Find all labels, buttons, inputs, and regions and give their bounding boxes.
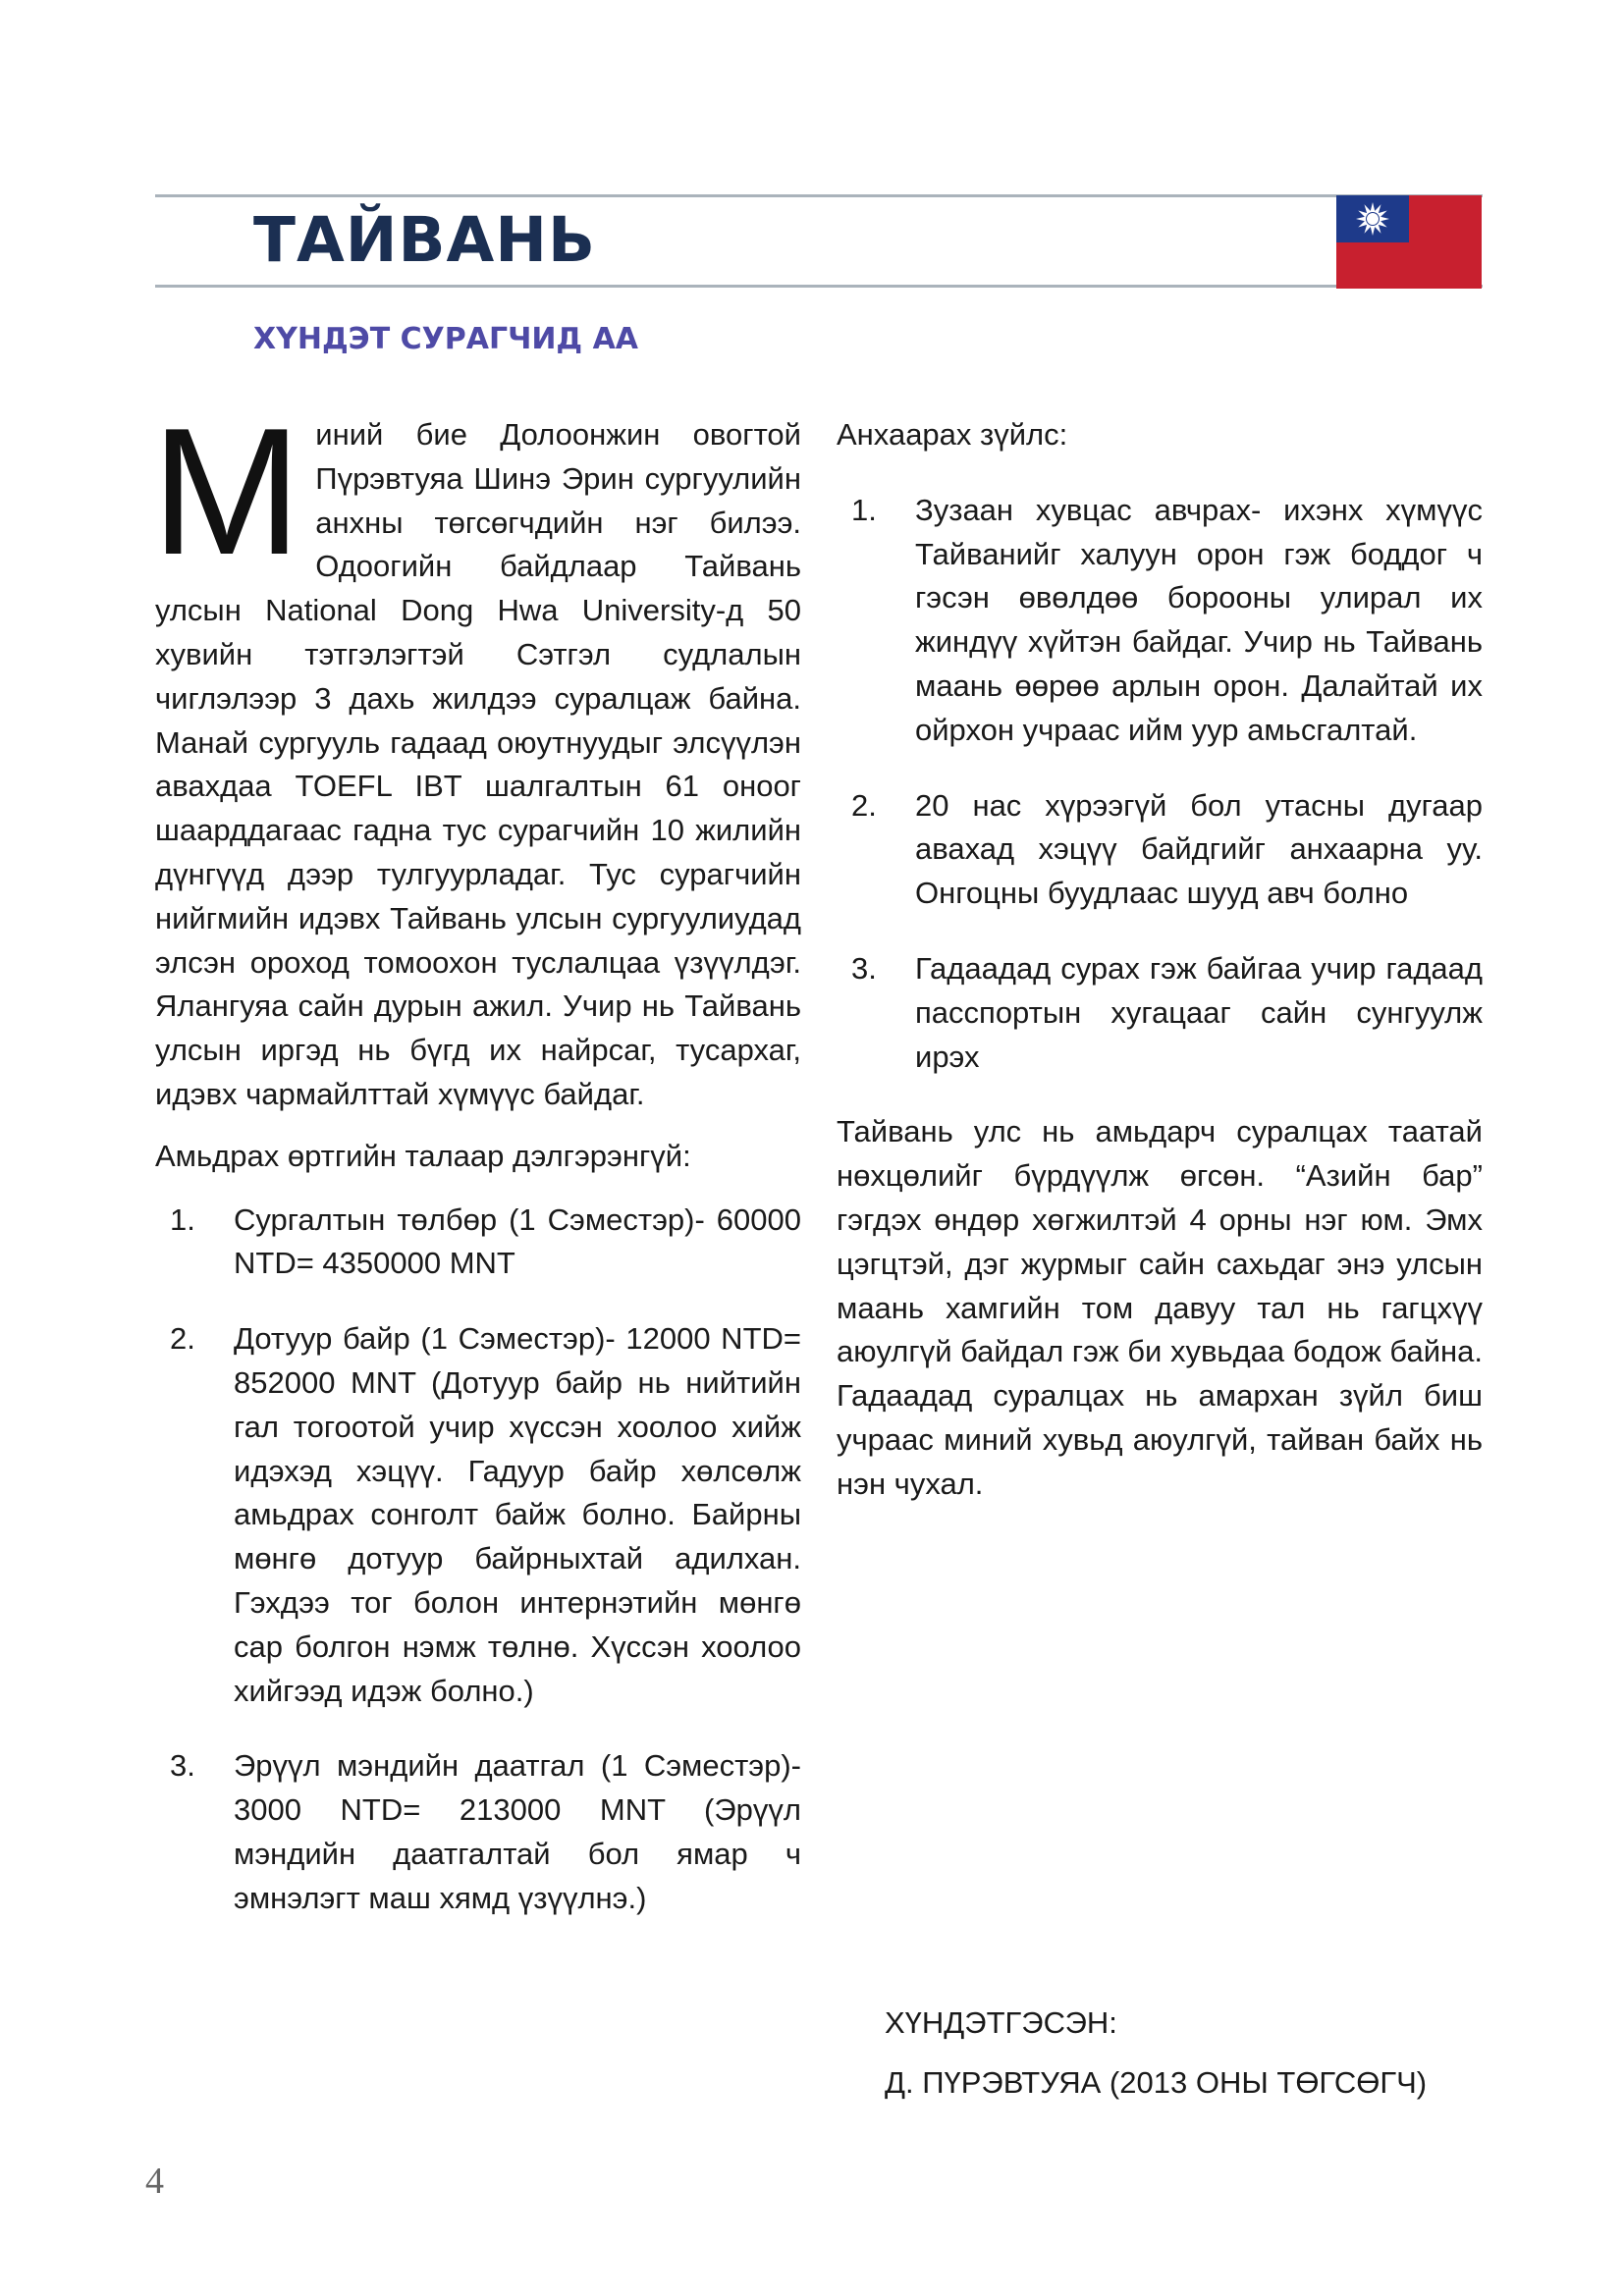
intro-text: иний бие Долоонжин овогтой Пүрэвтуяа Шинэ Эрин сургуулийн анхны төгсөгчдийн нэг билээ. Одоогийн байдлаар Тайвань улсын National Dong Hwa University-д 50 хувийн тэтгэлэгтэй Сэтгэл судлалын чиглэлээр 3 дахь жилдээ суралцаж байна. Манай сургууль гадаад оюутнуудыг элсүүлэн авахдаа TOEFL IBT шалгалтын 61 оноог шаарддагаас гадна тус сурагчийн 10 жилийн дүнгүүд дээр тулгуурладаг. Тус сурагчийн нийгмийн идэвх Тайвань улсын сургуулиудад элсэн ороход томоохон туслалцаа үзүүлдэг. Ялангуяа сайн дурын ажил. Учир нь Тайвань улсын иргэд нь бүгд их найрсаг, тусархаг, идэвх чармайлттай хүмүүс байдаг.: [155, 417, 801, 1111]
page-number: 4: [145, 2161, 164, 2202]
taiwan-flag-icon: [1336, 195, 1482, 289]
list-item: 2. 20 нас хүрээгүй бол утасны дугаар авахад хэцүү байдгийг анхаарна уу. Онгоцны буудлаас шууд авч болно: [851, 787, 1483, 911]
section-subtitle: ХҮНДЭТ СУРАГЧИД АА: [253, 322, 639, 356]
intro-paragraph: [151, 390, 801, 1117]
list-item: 1. Зузаан хувцас авчрах- ихэнх хүмүүс Тайванийг халуун орон гэж боддог ч гэсэн өвөлдөө борооны улирал их жиндүү хүйтэн байдаг. Учир нь Тайвань маань өөрөө арлын орон. Далайтай их ойрхон учраас ийм уур амьсгалтай.: [851, 492, 1483, 747]
list-item: 1. Сургалтын төлбөр (1 Сэместэр)- 60000 NTD= 4350000 MNT: [170, 1201, 801, 1281]
notes-list: [837, 489, 1483, 1080]
list-item: 3. Гадаадад сурах гэж байгаа учир гадаад пасспортын хугацааг сайн сунгуулж ирэх: [851, 950, 1483, 1074]
header-top-rule: [155, 194, 1483, 197]
costs-heading: Амьдрах өртгийн талаар дэлгэрэнгүй:: [155, 1138, 691, 1173]
list-item: 2. Дотуур байр (1 Сэместэр)- 12000 NTD= 852000 MNT (Дотуур байр нь нийтийн гал тогоотой учир хүссэн хоолоо хийж идэхэд хэцүү. Гадуур байр хөлсөлж амьдрах сонголт байж болно. Байрны мөнгө дотуур байрныхтай адилхан. Гэхдээ тог болон интернэтийн мөнгө сар болгон нэмж төлнө. Хүссэн хоолоо хийгээд идэж болно.): [170, 1321, 801, 1708]
drop-cap-letter: М: [151, 390, 302, 592]
page-title: ТАЙВАНЬ: [253, 204, 596, 276]
conclusion-paragraph: Тайвань улс нь амьдарч суралцах таатай нөхцөлийг бүрдүүлж өгсөн. “Азийн бар” гэгдэх өндөр хөгжилтэй 4 орны нэг юм. Эмх цэгцтэй, дэг журмыг сайн сахьдаг энэ улсын маань хамгийн том давуу тал нь гагцхүү аюулгүй байдал гэж би хувьдаа бодож байна. Гадаадад суралцах нь амархан зүйл биш учраас миний хувьд аюулгүй, тайван байх нь нэн чухал.: [837, 1114, 1483, 1501]
header-bottom-rule: [155, 285, 1483, 288]
right-column: [837, 413, 1483, 1507]
left-column: [151, 390, 801, 1952]
signature-name: Д. ПҮРЭВТУЯА (2013 ОНЫ ТӨГСӨГЧ): [885, 2065, 1428, 2100]
notes-heading: Анхаарах зүйлс:: [837, 417, 1068, 452]
costs-list: [155, 1199, 801, 1921]
list-item: 3. Эрүүл мэндийн даатгал (1 Сэместэр)- 3000 NTD= 213000 MNT (Эрүүл мэндийн даатгалтай бол ямар ч эмнэлэгт маш хямд үзүүлнэ.): [170, 1748, 801, 1915]
signature-greeting: ХҮНДЭТГЭСЭН:: [885, 2005, 1117, 2040]
